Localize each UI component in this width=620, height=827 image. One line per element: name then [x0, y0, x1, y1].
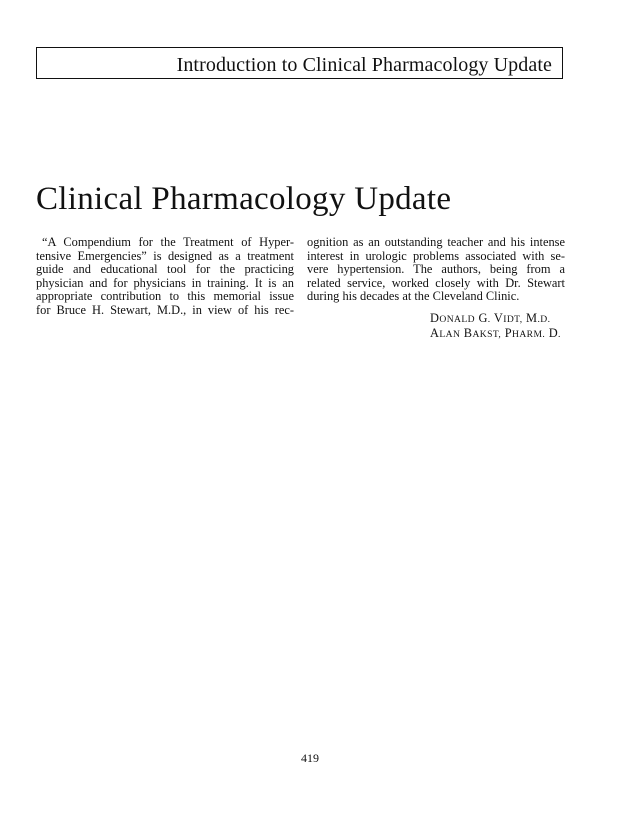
body-text-line: during his decades at the Cleveland Clinic. — [307, 289, 520, 304]
body-text-line: related service, worked closely with Dr. Stewart — [307, 275, 565, 290]
author-signature — [430, 311, 563, 326]
author-name: ALAN BAKST, PHARM. D. — [430, 326, 561, 340]
running-header-title: Introduction to Clinical Pharmacology Update — [176, 54, 552, 76]
body-text-line: ognition as an outstanding teacher and his intense — [307, 235, 565, 249]
body-text-line: vere hypertension. The authors, being from a — [307, 262, 565, 277]
running-header-box — [36, 47, 563, 79]
right-column — [307, 236, 565, 304]
article-title: Clinical Pharmacology Update — [36, 181, 452, 217]
page-number: 419 — [301, 751, 319, 765]
body-text-line: “A Compendium for the Treatment of Hyper- — [42, 235, 294, 249]
body-text-line: interest in urologic problems associated with se- — [307, 248, 565, 263]
body-text-line: guide and educational tool for the practicing — [36, 262, 294, 277]
body-text-line: tensive Emergencies” is designed as a treatment — [36, 248, 294, 263]
author-name: DONALD G. VIDT, M.D. — [430, 311, 551, 325]
body-text-line: for Bruce H. Stewart, M.D., in view of his rec- — [36, 302, 294, 317]
left-column — [36, 236, 294, 318]
author-signature — [430, 326, 563, 341]
body-text-line: physician and for physicians in training. It is an — [36, 275, 294, 290]
body-text-line: appropriate contribution to this memorial issue — [36, 289, 294, 304]
